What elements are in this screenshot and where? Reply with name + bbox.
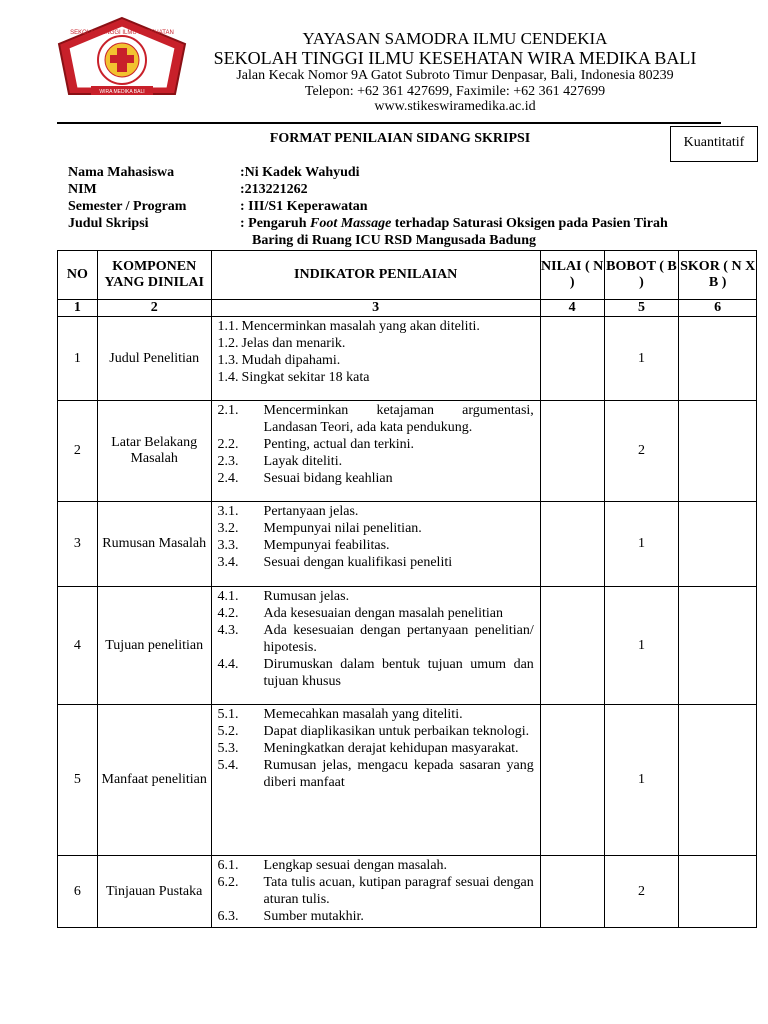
logo-text-bottom: WIRA MEDIKA BALI bbox=[99, 89, 145, 95]
row-komponen: Judul Penelitian bbox=[97, 317, 211, 401]
row-komponen: Tinjauan Pustaka bbox=[97, 856, 211, 928]
indicator-text: Mempunyai nilai penelitian. bbox=[263, 521, 422, 536]
row-number: 4 bbox=[58, 587, 98, 705]
row-indikator bbox=[211, 502, 540, 587]
indicator-text: Ada kesesuaian dengan masalah penelitian bbox=[263, 606, 504, 621]
indicator-text: Mempunyai feabilitas. bbox=[263, 538, 390, 553]
header-bobot: BOBOT ( B ) bbox=[604, 251, 679, 300]
column-number: 2 bbox=[97, 300, 211, 317]
indicator-text: Mudah dipahami. bbox=[241, 353, 341, 368]
row-bobot: 1 bbox=[604, 502, 679, 587]
indicator-item bbox=[218, 436, 534, 453]
judul-pre: : Pengaruh bbox=[240, 216, 310, 231]
phone: Telepon: +62 361 427699, Faximile: +62 361 427699 bbox=[304, 83, 606, 99]
indicator-text: Mencerminkan ketajaman argumentasi, Landasan Teori, ada kata pendukung. bbox=[263, 403, 534, 435]
judul-post: terhadap Saturasi Oksigen pada Pasien Tirah bbox=[391, 216, 668, 231]
indicator-item bbox=[218, 605, 534, 622]
indicator-number: 3.1. bbox=[217, 504, 239, 519]
indicator-text: Memecahkan masalah yang diteliti. bbox=[263, 707, 463, 722]
row-skor bbox=[679, 705, 757, 856]
header-divider bbox=[57, 122, 721, 124]
row-nilai bbox=[540, 401, 604, 502]
row-skor bbox=[679, 587, 757, 705]
table-row bbox=[58, 705, 757, 856]
row-bobot: 2 bbox=[604, 856, 679, 928]
indicator-item bbox=[218, 402, 534, 436]
header-komponen: KOMPONEN YANG DINILAI bbox=[97, 251, 211, 300]
table-row bbox=[58, 502, 757, 587]
row-komponen: Latar Belakang Masalah bbox=[97, 401, 211, 502]
table-row bbox=[58, 587, 757, 705]
judul-line2: Baring di Ruang ICU RSD Mangusada Badung bbox=[252, 233, 536, 248]
indicator-text: Rumusan jelas, mengacu kepada sasaran yang diberi manfaat bbox=[263, 758, 534, 790]
indicator-text: Singkat sekitar 18 kata bbox=[241, 370, 370, 385]
indicator-number: 5.4. bbox=[217, 758, 239, 773]
indicator-text: Sesuai dengan kualifikasi peneliti bbox=[263, 555, 453, 570]
row-skor bbox=[679, 401, 757, 502]
indicator-item bbox=[218, 757, 534, 791]
indicator-item bbox=[218, 706, 534, 723]
indicator-item bbox=[218, 352, 534, 369]
indicator-number: 6.2. bbox=[217, 875, 239, 890]
indicator-number: 5.2. bbox=[217, 724, 239, 739]
indicator-item bbox=[218, 857, 534, 874]
indicator-item bbox=[218, 554, 534, 571]
nim-label: NIM bbox=[68, 182, 97, 197]
indicator-number: 6.3. bbox=[217, 909, 239, 924]
indicator-item bbox=[218, 318, 534, 335]
program-label: Semester / Program bbox=[68, 199, 187, 214]
indicator-text: Tata tulis acuan, kutipan paragraf sesuai dengan aturan tulis. bbox=[263, 875, 534, 907]
row-skor bbox=[679, 856, 757, 928]
indicator-text: Sumber mutakhir. bbox=[263, 909, 364, 924]
column-number: 6 bbox=[679, 300, 757, 317]
name-label: Nama Mahasiswa bbox=[68, 165, 175, 180]
address: Jalan Kecak Nomor 9A Gatot Subroto Timur Denpasar, Bali, Indonesia 80239 bbox=[236, 68, 674, 84]
indicator-number: 1.4. bbox=[217, 370, 239, 385]
indicator-number: 1.3. bbox=[217, 353, 239, 368]
row-number: 1 bbox=[58, 317, 98, 401]
logo-text-top: SEKOLAH TINGGI ILMU KESEHATAN bbox=[70, 30, 174, 36]
row-skor bbox=[679, 502, 757, 587]
indicator-item bbox=[218, 908, 534, 925]
indicator-item bbox=[218, 453, 534, 470]
indicator-item bbox=[218, 537, 534, 554]
website: www.stikeswiramedika.ac.id bbox=[374, 99, 536, 115]
table-row bbox=[58, 856, 757, 928]
indicator-text: Dirumuskan dalam bentuk tujuan umum dan tujuan khusus bbox=[263, 657, 534, 689]
row-bobot: 1 bbox=[604, 705, 679, 856]
indicator-number: 4.4. bbox=[217, 657, 239, 672]
indicator-text: Jelas dan menarik. bbox=[241, 336, 346, 351]
indicator-item bbox=[218, 656, 534, 690]
column-number: 5 bbox=[604, 300, 679, 317]
row-indikator bbox=[211, 401, 540, 502]
indicator-number: 2.4. bbox=[217, 471, 239, 486]
indicator-item bbox=[218, 520, 534, 537]
indicator-text: Penting, actual dan terkini. bbox=[263, 437, 415, 452]
indicator-number: 4.1. bbox=[217, 589, 239, 604]
name-value: :Ni Kadek Wahyudi bbox=[240, 165, 360, 180]
row-komponen: Manfaat penelitian bbox=[97, 705, 211, 856]
indicator-number: 3.4. bbox=[217, 555, 239, 570]
row-indikator bbox=[211, 587, 540, 705]
indicator-number: 3.2. bbox=[217, 521, 239, 536]
row-bobot: 1 bbox=[604, 587, 679, 705]
indicator-number: 5.3. bbox=[217, 741, 239, 756]
indicator-text: Sesuai bidang keahlian bbox=[263, 471, 393, 486]
row-number: 5 bbox=[58, 705, 98, 856]
indicator-item bbox=[218, 588, 534, 605]
indicator-text: Dapat diaplikasikan untuk perbaikan teknologi. bbox=[263, 724, 530, 739]
row-nilai bbox=[540, 705, 604, 856]
row-number: 3 bbox=[58, 502, 98, 587]
indicator-item bbox=[218, 470, 534, 487]
row-indikator bbox=[211, 317, 540, 401]
indicator-item bbox=[218, 335, 534, 352]
indicator-number: 1.1. bbox=[217, 319, 239, 334]
indicator-number: 4.3. bbox=[217, 623, 239, 638]
assessment-table bbox=[57, 250, 757, 928]
row-komponen: Tujuan penelitian bbox=[97, 587, 211, 705]
program-value: : III/S1 Keperawatan bbox=[240, 199, 368, 214]
row-number: 6 bbox=[58, 856, 98, 928]
indicator-number: 3.3. bbox=[217, 538, 239, 553]
header-nilai: NILAI ( N ) bbox=[540, 251, 604, 300]
indicator-text: Rumusan jelas. bbox=[263, 589, 350, 604]
header-indikator: INDIKATOR PENILAIAN bbox=[211, 251, 540, 300]
nim-value: :213221262 bbox=[240, 182, 308, 197]
row-number: 2 bbox=[58, 401, 98, 502]
indicator-text: Ada kesesuaian dengan pertanyaan penelitian/ hipotesis. bbox=[263, 623, 534, 655]
judul-value bbox=[240, 215, 730, 249]
row-komponen: Rumusan Masalah bbox=[97, 502, 211, 587]
student-info bbox=[68, 164, 730, 249]
header-skor: SKOR ( N X B ) bbox=[679, 251, 757, 300]
indicator-number: 2.3. bbox=[217, 454, 239, 469]
indicator-number: 1.2. bbox=[217, 336, 239, 351]
row-nilai bbox=[540, 317, 604, 401]
indicator-text: Mencerminkan masalah yang akan diteliti. bbox=[241, 319, 480, 334]
row-indikator bbox=[211, 705, 540, 856]
indicator-item bbox=[218, 740, 534, 757]
row-nilai bbox=[540, 856, 604, 928]
indicator-number: 2.1. bbox=[217, 403, 239, 418]
indicator-item bbox=[218, 622, 534, 656]
indicator-item bbox=[218, 874, 534, 908]
row-skor bbox=[679, 317, 757, 401]
header-no: NO bbox=[58, 251, 98, 300]
indicator-text: Pertanyaan jelas. bbox=[263, 504, 359, 519]
indicator-text: Meningkatkan derajat kehidupan masyarakat. bbox=[263, 741, 519, 756]
college-name: SEKOLAH TINGGI ILMU KESEHATAN WIRA MEDIKA BALI bbox=[213, 47, 697, 68]
indicator-number: 5.1. bbox=[217, 707, 239, 722]
table-row bbox=[58, 317, 757, 401]
indicator-text: Lengkap sesuai dengan masalah. bbox=[263, 858, 448, 873]
college-logo bbox=[47, 14, 197, 106]
indicator-item bbox=[218, 503, 534, 520]
row-bobot: 1 bbox=[604, 317, 679, 401]
indicator-text: Layak diteliti. bbox=[263, 454, 343, 469]
kuantitatif-badge: Kuantitatif bbox=[670, 126, 758, 162]
row-nilai bbox=[540, 502, 604, 587]
judul-italic: Foot Massage bbox=[310, 216, 392, 231]
column-number: 3 bbox=[211, 300, 540, 317]
letterhead bbox=[190, 30, 720, 115]
row-bobot: 2 bbox=[604, 401, 679, 502]
form-title: FORMAT PENILAIAN SIDANG SKRIPSI bbox=[269, 131, 531, 146]
judul-label: Judul Skripsi bbox=[68, 216, 149, 231]
indicator-number: 2.2. bbox=[217, 437, 239, 452]
column-number: 4 bbox=[540, 300, 604, 317]
foundation-name: YAYASAN SAMODRA ILMU CENDEKIA bbox=[302, 29, 608, 48]
row-nilai bbox=[540, 587, 604, 705]
column-number: 1 bbox=[58, 300, 98, 317]
indicator-number: 6.1. bbox=[217, 858, 239, 873]
indicator-item bbox=[218, 723, 534, 740]
indicator-item bbox=[218, 369, 534, 386]
row-indikator bbox=[211, 856, 540, 928]
table-row bbox=[58, 401, 757, 502]
indicator-number: 4.2. bbox=[217, 606, 239, 621]
